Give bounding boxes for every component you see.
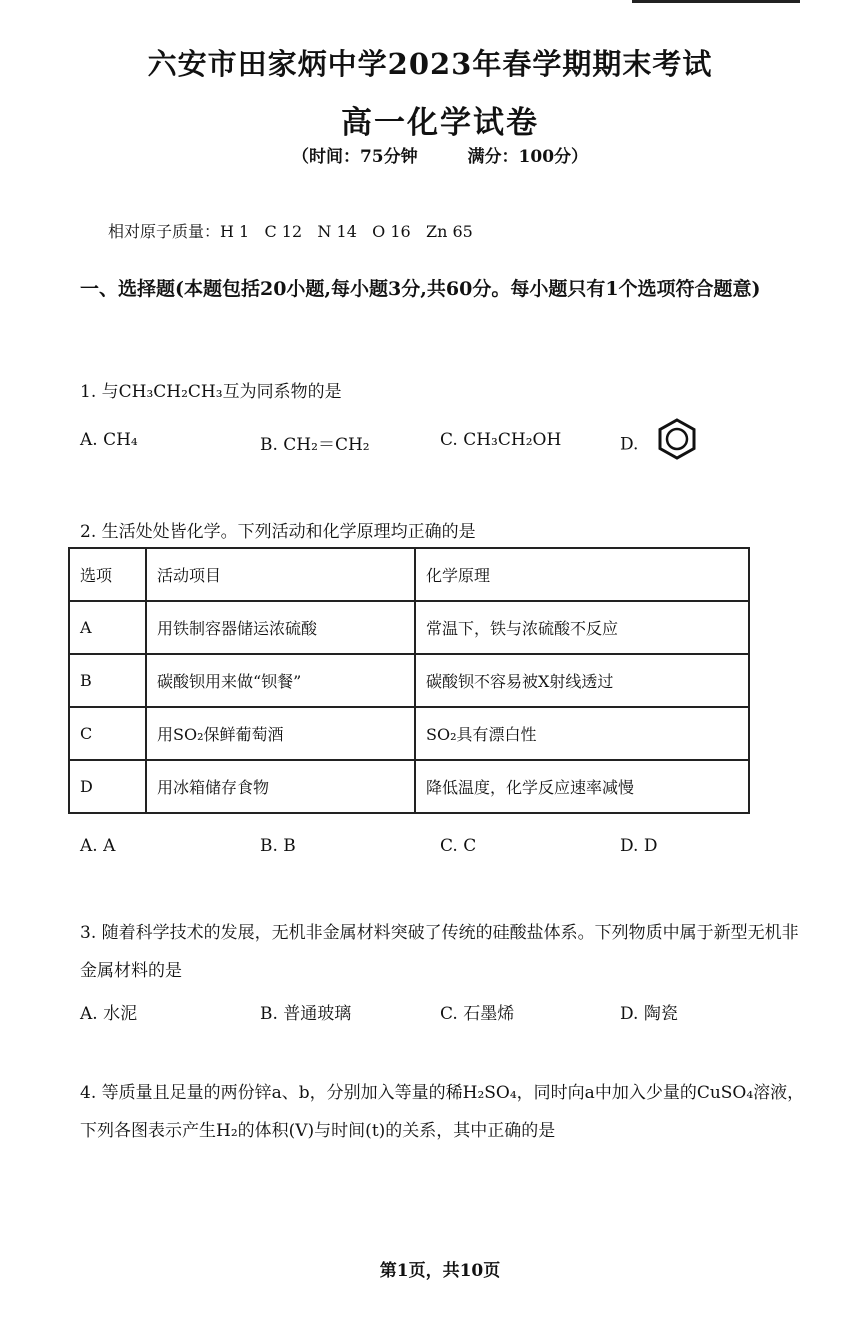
table-cell: 碳酸钡不容易被X射线透过: [415, 654, 749, 707]
subject-title: 高一化学试卷: [341, 105, 539, 141]
question-2-stem: 2. 生活处处皆化学。下列活动和化学原理均正确的是: [80, 522, 476, 542]
table-header-cell: 化学原理: [415, 548, 749, 601]
school-exam-title: 六安市田家炳中学2023年春学期期末考试: [147, 47, 713, 81]
table-cell: D: [69, 760, 146, 813]
question-1-stem: 1. 与CH₃CH₂CH₃互为同系物的是: [80, 382, 342, 402]
score-label: 满分：100分）: [467, 147, 589, 167]
table-cell: 常温下，铁与浓硫酸不反应: [415, 601, 749, 654]
q2-option-d: D. D: [620, 836, 658, 856]
table-cell: 降低温度，化学反应速率减慢: [415, 760, 749, 813]
q2-option-b: B. B: [260, 836, 296, 856]
q1-option-d-label: D.: [620, 434, 639, 455]
table-cell: SO₂具有漂白性: [415, 707, 749, 760]
page-footer: [0, 1256, 860, 1281]
table-row: [69, 707, 749, 760]
q3-option-c: C. 石墨烯: [440, 1004, 515, 1024]
question-3-stem: 3. 随着科学技术的发展，无机非金属材料突破了传统的硅酸盐体系。下列物质中属于新型无机非金属材料的是: [80, 923, 799, 981]
section-heading: 一、选择题(本题包括20小题,每小题3分,共60分。每小题只有1个选项符合题意): [80, 278, 761, 300]
top-edge-line: [632, 0, 800, 3]
q1-option-c: C. CH₃CH₂OH: [440, 430, 562, 450]
q1-option-b: B. CH₂＝CH₂: [260, 435, 370, 455]
q3-option-a: A. 水泥: [80, 1004, 138, 1024]
table-cell: 碳酸钡用来做“钡餐”: [146, 654, 415, 707]
question-2-table: [68, 547, 750, 814]
q2-option-a: A. A: [80, 836, 116, 856]
table-cell: B: [69, 654, 146, 707]
table-row: [69, 654, 749, 707]
table-cell: A: [69, 601, 146, 654]
table-cell: 用铁制容器储运浓硫酸: [146, 601, 415, 654]
table-cell: 用SO₂保鲜葡萄酒: [146, 707, 415, 760]
table-row: [69, 760, 749, 813]
q1-option-a: A. CH₄: [80, 430, 138, 450]
q2-option-c: C. C: [440, 836, 477, 856]
table-cell: C: [69, 707, 146, 760]
q3-option-b: B. 普通玻璃: [260, 1004, 352, 1024]
time-label: （时间：75分钟: [291, 147, 418, 167]
question-4-stem: 4. 等质量且足量的两份锌a、b，分别加入等量的稀H₂SO₄，同时向a中加入少量的CuSO₄溶液，下列各图表示产生H₂的体积(V)与时间(t)的关系，其中正确的是: [80, 1083, 805, 1141]
table-header-cell: 选项: [69, 548, 146, 601]
table-row: [69, 601, 749, 654]
q1-option-d: [620, 430, 698, 460]
benzene-ring-icon: [656, 418, 698, 460]
atomic-masses: 相对原子质量：H 1 C 12 N 14 O 16 Zn 65: [108, 222, 473, 241]
page-number-label: 第1页，共10页: [379, 1261, 501, 1281]
time-score-info: [0, 142, 860, 167]
q3-option-d: D. 陶瓷: [620, 1004, 678, 1024]
table-cell: 用冰箱储存食物: [146, 760, 415, 813]
table-header-row: [69, 548, 749, 601]
table-header-cell: 活动项目: [146, 548, 415, 601]
